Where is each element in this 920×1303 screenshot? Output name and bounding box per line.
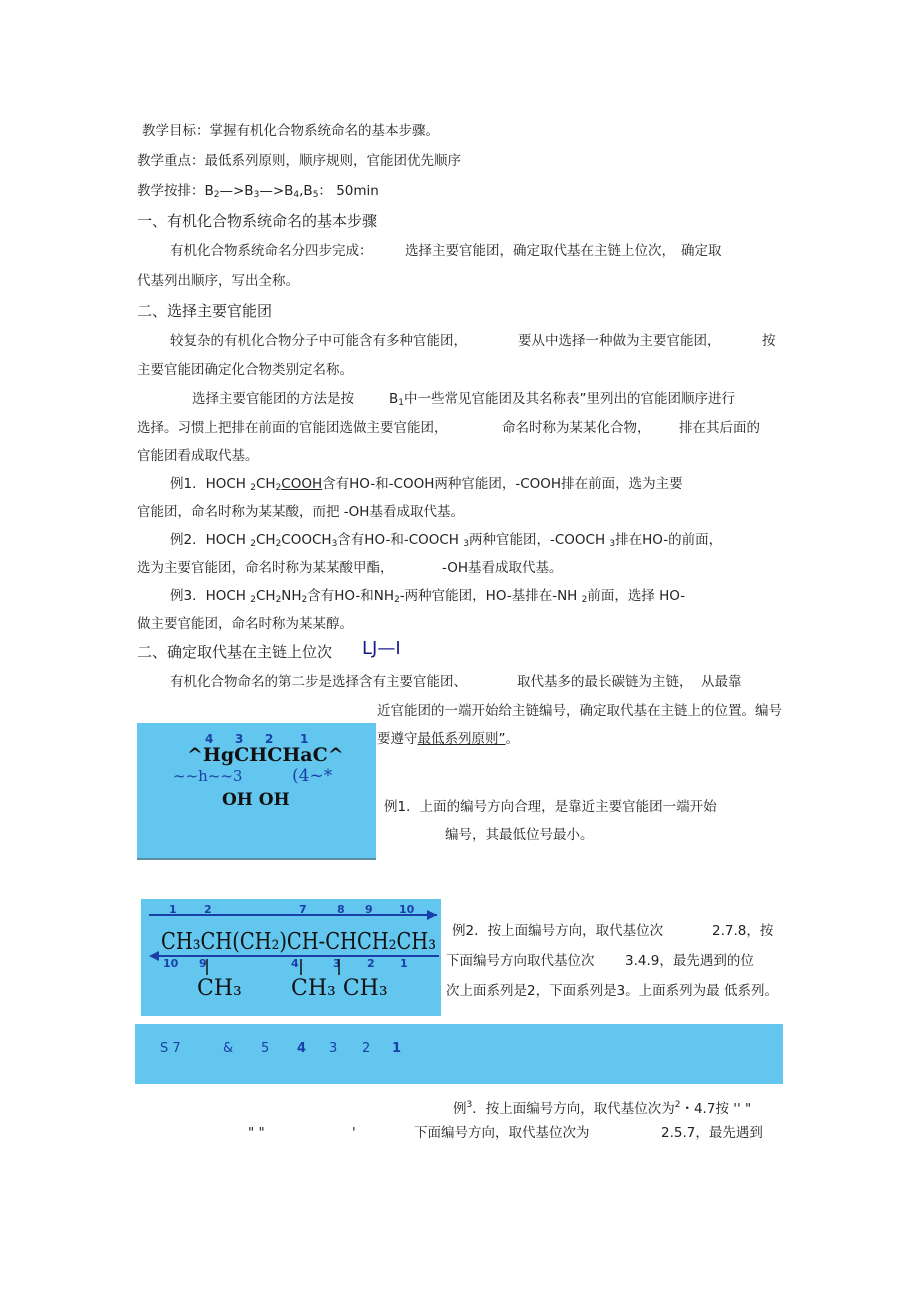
fig2-bottom-10: 10 [163,957,179,970]
section2-heading: 二、选择主要官能团 [137,302,273,320]
section3-heading: 二、确定取代基在主链上位次 [137,643,333,661]
s1-paragraph-line1b: 选择主要官能团，确定取代基在主链上位次， [405,243,675,259]
fig1-num-4: 4 [205,732,214,746]
fig2-bottom-4: 4 [291,957,299,970]
s2-example1-cont: 官能团，命名时称为某某酸，而把 -OH基看成取代基。 [137,504,464,520]
section1-heading: 一、有机化合物系统命名的基本步骤 [137,212,378,230]
s3-example1-cont: 编号，其最低位号最小。 [445,827,594,843]
s2-p4b: 命名时称为某某化合物， [502,420,651,436]
s2-p1a: 较复杂的有机化合物分子中可能含有多种官能团， [170,333,467,349]
s2-p5: 官能团看成取代基。 [137,448,259,464]
s1-paragraph-line2: 代基列出顺序，写出全称。 [137,273,299,289]
s2-example2-cont2: -OH基看成取代基。 [442,560,563,576]
s3-example2-c: 下面编号方向取代基位次 [446,953,595,969]
s3-example3-b: 下面编号方向，取代基位次为 [414,1125,590,1141]
fig3-label-amp: & [223,1041,234,1056]
s2-example3: 例3．HOCH $_2CH_2NH_2$含有HO-和$NH_2-$两种官能团，HO-基排在-NH $_2$前面，选择 HO- [170,588,686,605]
fig3-label-3: 3 [329,1041,338,1056]
s2-p3b: $B_1$中一些常见官能团及其名称表”里列出的官能团顺序进行 [389,391,735,408]
s2-p1b: 要从中选择一种做为主要官能团， [518,333,721,349]
s3-example2-e: 次上面系列是2，下面系列是3。上面系列为最 低系列。 [446,983,778,999]
s2-p4a: 选择。习惯上把排在前面的官能团选做主要官能团， [137,420,448,436]
s3-example3-quotes: " " [248,1125,265,1141]
fig3-label-5: 5 [261,1041,270,1056]
s1-paragraph-line1: 有机化合物系统命名分四步完成： [170,243,373,259]
figure-3-band [135,1024,783,1084]
fig1-num-2: 2 [265,732,274,746]
s2-example3-cont: 做主要官能团，命名时称为某某醇。 [137,616,353,632]
s3-p3: 要遵守最低系列原则”。 [377,731,519,747]
s1-paragraph-line1c: 确定取 [681,243,722,259]
fig1-num-3: 3 [235,732,244,746]
fig2-top-8: 8 [337,903,345,916]
s2-example1: 例1．HOCH $_2CH_2COOH$含有HO-和-COOH两种官能团，-COOH排在前面，选为主要 [170,476,683,493]
fig3-label-s7: S 7 [160,1041,181,1056]
fig2-top-7: 7 [299,903,307,916]
fig2-top-9: 9 [365,903,373,916]
s2-p3a: 选择主要官能团的方法是按 [192,391,354,407]
fig2-top-10: 10 [399,903,415,916]
fig1-sub2: (4~* [292,766,333,786]
fig2-branch-1: CH₃ [197,976,242,1001]
fig1-num-1: 1 [300,732,309,746]
fig2-bottom-2: 2 [367,957,375,970]
s3-p2: 近官能团的一端开始给主链编号，确定取代基在主链上的位置。编号 [377,703,782,719]
fig2-branch-2: CH₃ CH₃ [291,976,388,1001]
fig1-sub: ~~h~~3 [173,767,243,785]
figure-2-structure [141,899,441,1016]
fig2-bottom-3: 3 [333,957,341,970]
s2-example2: 例2．HOCH $_2CH_2COOCH_3$含有HO-和-COOCH $_3$两种官能团，-COOCH $_3$排在HO-的前面， [170,532,723,549]
s3-example2-a: 例2．按上面编号方向，取代基位次 [452,923,664,939]
figure-1-structure [137,723,376,860]
s3-example3-a: 例$^3$．按上面编号方向，取代基位次为$^2$・4.7按 '' " [453,1100,752,1117]
s2-p1c: 按 [762,333,776,349]
teaching-focus: 教学重点：最低系列原则，顺序规则，官能团优先顺序 [137,153,461,169]
s2-p2: 主要官能团确定化合物类别定名称。 [137,362,353,378]
teaching-schedule: 教学按排：$B_2—>B_3—>B_4,B_5$： 50min [137,183,379,200]
fig2-top-1: 1 [169,903,177,916]
fig2-top-2: 2 [204,903,212,916]
s2-example2-cont: 选为主要官能团，命名时称为某某酸甲酯， [137,560,394,576]
s3-p1b: 取代基多的最长碳链为主链， [517,674,693,690]
fig2-bottom-9: 9 [199,957,207,970]
s3-p1c: 从最靠 [701,674,742,690]
fig2-bottom-1: 1 [400,957,408,970]
section3-mark: LJ—I [362,638,401,659]
fig3-label-2: 2 [362,1041,371,1056]
s3-example2-d: 3.4.9，最先遇到的位 [625,953,754,969]
s2-p4c: 排在其后面的 [679,420,760,436]
s3-example3-c: 2.5.7，最先遇到 [661,1125,763,1141]
s3-example3-quote2: ' [352,1125,356,1141]
teaching-goal: 教学目标：掌握有机化合物系统命名的基本步骤。 [142,123,439,139]
s3-p1a: 有机化合物命名的第二步是选择含有主要官能团、 [170,674,467,690]
fig3-label-1: 1 [392,1041,402,1056]
s3-example2-b: 2.7.8，按 [712,923,774,939]
fig3-label-4: 4 [297,1041,307,1056]
fig1-oh: OH OH [222,790,290,810]
s3-example1: 例1．上面的编号方向合理，是靠近主要官能团一端开始 [384,799,717,815]
fig1-formula: ^HgCHCHaC^ [187,744,344,766]
fig2-main-chain: CH₃CH(CH₂)CH-CHCH₂CH₃ [161,929,436,955]
